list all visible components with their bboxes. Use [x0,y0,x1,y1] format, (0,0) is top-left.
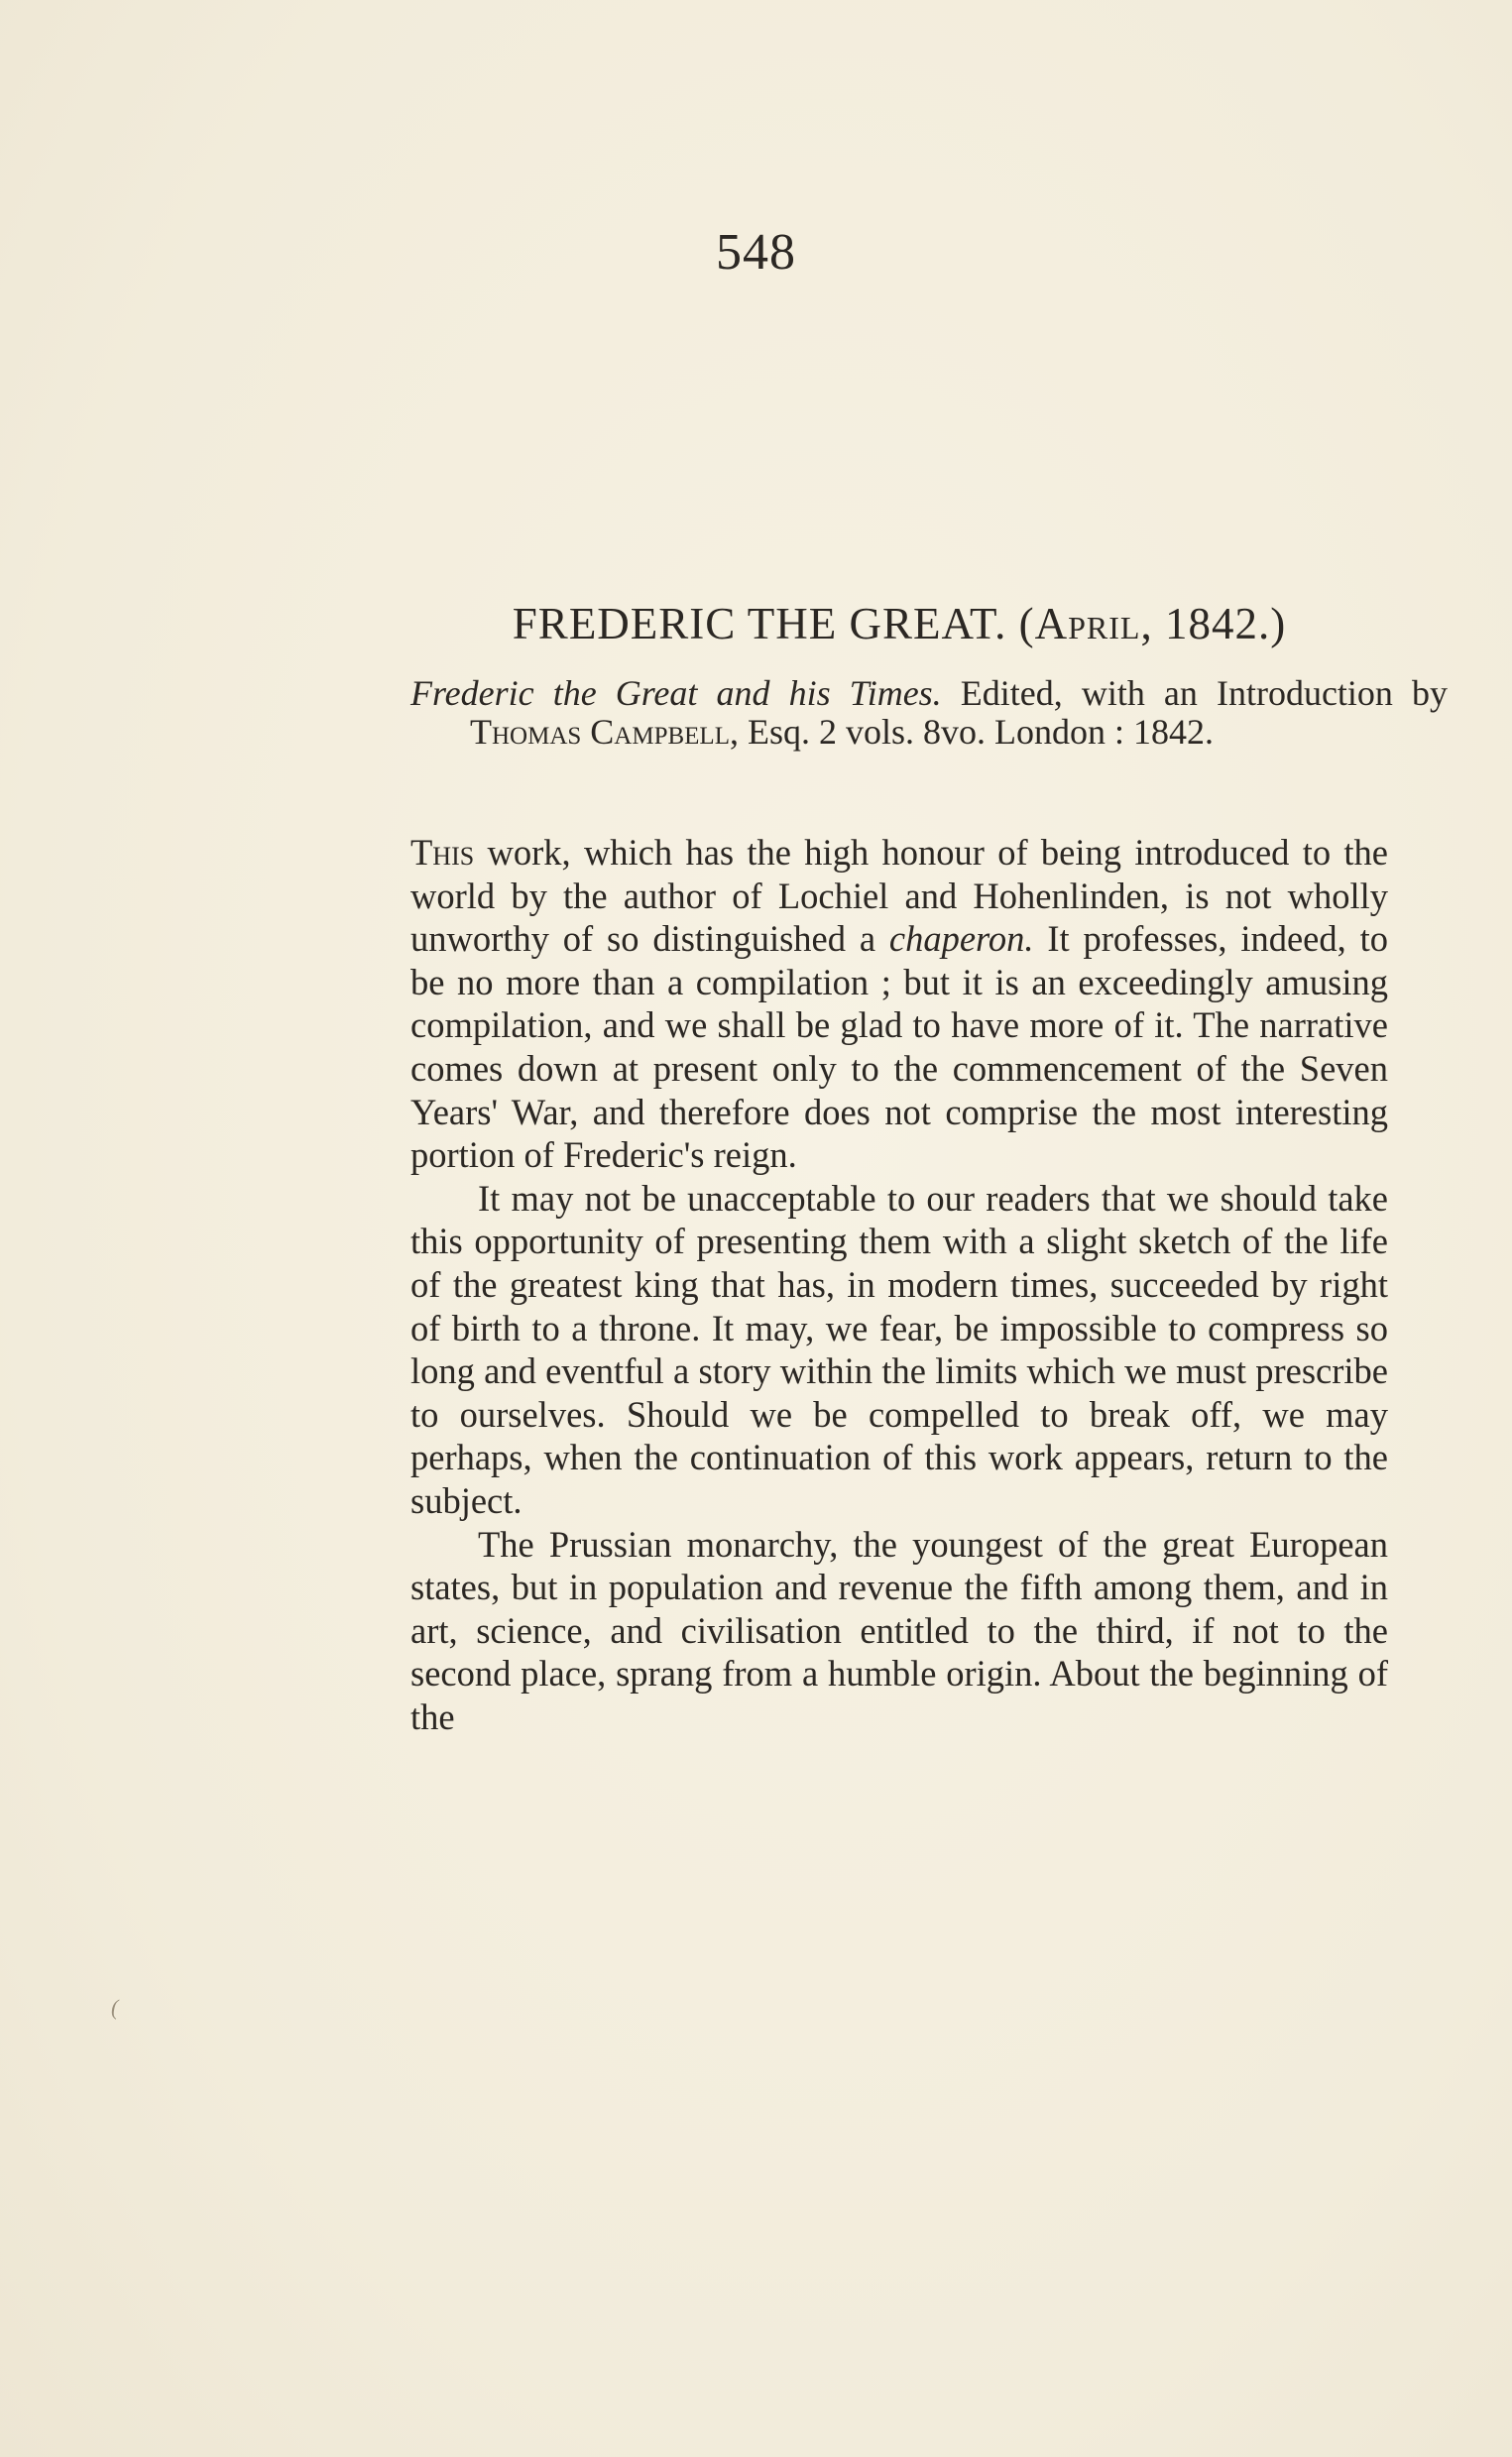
paragraph-1-part-2: It professes, indeed, to be no more than a compilation ; but it is an exceedingly amusing compilation, and we shall be glad to have more of it. The narrative comes down at present only to the commencement of the Seven Years' War, and therefore does not comprise the most interesting portion of Frederic's reign. [410,918,1388,1176]
paragraph-3: The Prussian monarchy, the youngest of the great European states, but in population and revenue the fifth among them, and in art, science, and civilisation entitled to the third, if not to the second place, sprang from a humble origin. About the beginning of the [410,1523,1388,1737]
paragraph-1-opening: This [410,832,475,873]
article-title: FREDERIC THE GREAT. [512,599,1007,648]
page-number: 548 [716,224,796,281]
article-heading [410,598,1388,649]
citation-editor: Thomas Campbell [470,712,730,752]
citation-edited-text: Edited, with an Introduction by [941,673,1449,713]
paragraph-1 [410,831,1388,1177]
paragraph-2: It may not be unacceptable to our readers that we should take this opportunity of presenting them with a slight sketch of the life of the greatest king that has, in modern times, succeeded by right of birth to a throne. It may, we fear, be impossible to compress so long and eventful a story within the limits which we must prescribe to ourselves. Should we be compelled to break off, we may perhaps, when the continuation of this work appears, return to the subject. [410,1177,1388,1521]
paragraph-1-italic: chaperon. [888,918,1034,960]
paragraph-1-part-1: work, which has the high honour of being introduced to the world by the author of Lochiel and Hohenlinden, is not wholly unworthy of so distinguished a [410,832,1388,960]
body-text [410,831,1388,1738]
margin-mark: ( [111,1995,119,2020]
review-citation [410,674,1448,752]
bleed-through-text [397,297,1398,555]
citation-details: , Esq. 2 vols. 8vo. London : 1842. [729,712,1214,752]
citation-work-title: Frederic the Great and his Times. [410,673,942,713]
article-date: (April, 1842.) [1018,599,1287,648]
